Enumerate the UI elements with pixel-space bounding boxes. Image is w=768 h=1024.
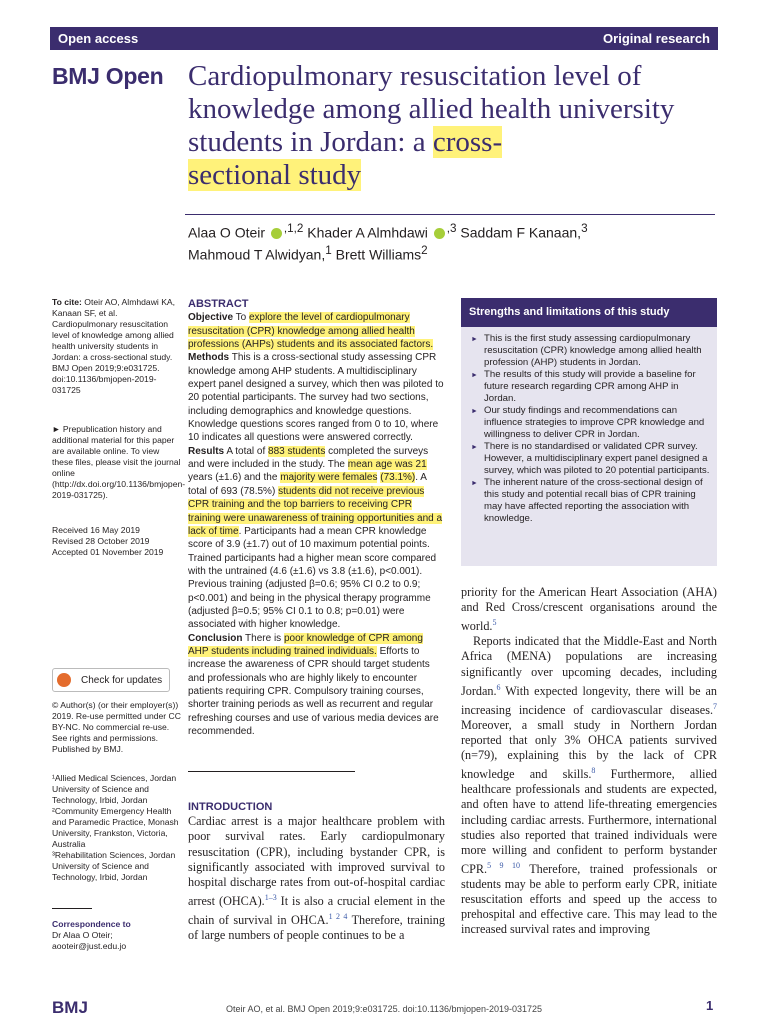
abstract-divider bbox=[188, 771, 355, 772]
body-paragraph: priority for the American Heart Association (AHA) and Red Cross/crescent organisations around the world. bbox=[461, 585, 717, 634]
orcid-icon[interactable] bbox=[434, 228, 445, 239]
conclusion-label: Conclusion bbox=[188, 632, 243, 644]
conclusion-text: Efforts to increase the awareness of CPR should target students and professionals who are highly likely to encounter patients requiring CPR. Compulsory training courses, shorter training periods as well as recurrent and regular refreshing courses and use of various media devices are recommended. bbox=[188, 645, 439, 737]
author-5-aff: 2 bbox=[421, 243, 428, 257]
results-text: . Participants had a mean CPR knowledge score of 3.9 (±1.7) out of 10 maximum potential points. Trained participants had a higher mean score compared with the untrained (4.6 (±1.6) vs 3.8 (±1.6), p<0.001). Previous training (adjusted β=0.6; 95% CI 0.2 to 0.9; p<0.001) and being in the physical therapy programme (adjusted β=0.5; 95% CI 0.1 to 0.8; p=0.01) were associated with higher knowledge. bbox=[188, 525, 437, 631]
abstract-heading: ABSTRACT bbox=[188, 298, 249, 310]
check-updates-label: Check for updates bbox=[81, 674, 163, 686]
body-paragraph: Therefore, trained professionals or students may be able to perform early CPR, initiate resuscitation efforts and speed up the access to prehospital and effective care. This may lead to the increased survival rates and improving bbox=[461, 861, 718, 937]
reference-link[interactable]: 6 bbox=[496, 682, 501, 692]
author-2-aff: ,3 bbox=[446, 222, 457, 235]
strength-item: ► This is the first study assessing cardiopulmonary resuscitation (CPR) knowledge among allied health profession (AHP) students in Jordan. bbox=[471, 333, 711, 369]
cite-label: To cite: bbox=[52, 297, 82, 307]
results-highlight: 883 students bbox=[268, 445, 326, 457]
body-paragraph: Reports indicated that the Middle-East and North Africa (MENA) populations are increasing significantly over upcoming decades, including Jordan. bbox=[461, 634, 717, 698]
abstract bbox=[188, 298, 445, 738]
results-highlight: majority were females bbox=[280, 472, 378, 484]
objective-highlight: explore the level of cardiopulmonary resuscitation (CPR) knowledge among allied health professions (AHPs) students and its associated factors. bbox=[188, 312, 434, 351]
objective-text: To bbox=[233, 312, 249, 324]
article-title bbox=[188, 60, 713, 192]
correspondence bbox=[52, 919, 182, 952]
reference-link[interactable]: 5 9 10 bbox=[487, 860, 520, 870]
sidebar-divider bbox=[52, 908, 92, 909]
title-text: Cardiopulmonary resuscitation level of knowledge among allied health university students in Jordan: a bbox=[188, 60, 675, 158]
correspondence-email[interactable]: aooteir@just.edu.jo bbox=[52, 941, 127, 951]
reference-link[interactable]: 5 bbox=[492, 618, 497, 628]
page-number: 1 bbox=[706, 998, 714, 1013]
strength-item: ► The results of this study will provide a baseline for future research regarding CPR among AHP in Jordan. bbox=[471, 369, 711, 405]
accepted-date: Accepted 01 November 2019 bbox=[52, 547, 164, 557]
intro-text: It is also a crucial element in the chain of survival in OHCA. bbox=[188, 893, 445, 928]
results-text: years (±1.6) and the bbox=[188, 472, 281, 484]
results-text: A total of bbox=[224, 445, 269, 457]
copyright-note: © Author(s) (or their employer(s)) 2019. Re-use permitted under CC BY-NC. No commercial re-use. See rights and permissions. Published by BMJ. bbox=[52, 700, 181, 754]
revised-date: Revised 28 October 2019 bbox=[52, 536, 150, 546]
cite-text: Oteir AO, Almhdawi KA, Kanaan SF, et al. Cardiopulmonary resuscitation level of knowledge among allied health university students in Jordan: a cross-sectional study. BMJ Open 2019;9:e031725. doi:10.1136/bmjopen-2019-031725 bbox=[52, 297, 176, 395]
strength-item: ► Our study findings and recommendations can influence strategies to improve CPR knowledge and willingness to deliver CPR in Jordan. bbox=[471, 405, 711, 441]
body-paragraph: Furthermore, allied healthcare professionals and students are expected, and often have to attend life-threating emergencies including cardiac arrests. Furthermore, international studies also reported that trained individuals were more willing and confident to perform bystander CPR. bbox=[461, 767, 717, 876]
strengths-list bbox=[471, 333, 711, 525]
results-text: . A total of 693 (78.5%) bbox=[188, 472, 427, 497]
author-1-aff: ,1,2 bbox=[283, 222, 304, 235]
intro-text: Therefore, training of large numbers of people continues to be a bbox=[188, 913, 445, 943]
reference-link[interactable]: 1 2 4 bbox=[328, 911, 348, 921]
reference-link[interactable]: 8 bbox=[591, 766, 596, 776]
methods-text: This is a cross-sectional study assessing CPR knowledge among AHP students. A multidisciplinary expert panel designed a survey, which then was piloted to 20 potential participants. The survey had two sections, including demographics and knowledge questions. Knowledge questions scores ranged from 0 to 10, where 10 indicates all questions were answered correctly. bbox=[188, 352, 444, 444]
results-highlight: mean age was 21 bbox=[347, 459, 427, 471]
methods-label: Methods bbox=[188, 352, 230, 364]
results-text: completed the surveys and were included in the study. The bbox=[188, 445, 429, 471]
correspondence-name: Dr Alaa O Oteir; bbox=[52, 930, 113, 940]
conclusion-highlight: poor knowledge of CPR among AHP students including trained individuals. bbox=[188, 632, 423, 657]
bmj-logo: BMJ bbox=[52, 998, 88, 1017]
affiliation-1: ¹Allied Medical Sciences, Jordan University of Science and Technology, Irbid, Jordan bbox=[52, 773, 177, 805]
affiliation-2: ²Community Emergency Health and Paramedic Practice, Monash University, Frankston, Victoria, Australia bbox=[52, 806, 179, 849]
intro-text: Cardiac arrest is a major healthcare problem with poor survival rates. Early cardiopulmonary resuscitation (CPR), including bystander CPR, is significantly associated with improved survival to hospital discharge rates from out-of-hospital cardiac arrest (OHCA). bbox=[188, 814, 445, 908]
footer-citation: Oteir AO, et al. BMJ Open 2019;9:e031725. doi:10.1136/bmjopen-2019-031725 bbox=[225, 1004, 543, 1014]
strength-item: ► There is no standardised or validated CPR survey. However, a multidisciplinary expert panel designed a survey, which was piloted to 20 potential participants. bbox=[471, 441, 711, 477]
author-5: Brett Williams bbox=[331, 246, 422, 263]
received-date: Received 16 May 2019 bbox=[52, 525, 140, 535]
check-updates-button[interactable] bbox=[52, 668, 170, 692]
author-4-aff: 1 bbox=[325, 243, 332, 257]
body-paragraph: Moreover, a small study in Northern Jordan reported that only 3% OHCA patients survived (n=79), explaining this by the lack of CPR knowledge and skills. bbox=[461, 717, 717, 782]
article-type-label: Original research bbox=[603, 31, 710, 46]
results-label: Results bbox=[188, 445, 225, 457]
strength-item: ► The inherent nature of the cross-sectional design of this study and potential recall bias of CPR training may have affected reporting the association with knowledge. bbox=[471, 477, 711, 525]
reference-link[interactable]: 7 bbox=[713, 701, 717, 711]
author-4: Mahmoud T Alwidyan, bbox=[188, 246, 326, 263]
author-list bbox=[188, 220, 713, 263]
objective-label: Objective bbox=[188, 312, 234, 324]
journal-logo: BMJ Open bbox=[52, 63, 164, 89]
author-3-aff: 3 bbox=[581, 222, 588, 235]
results-highlight: (73.1%) bbox=[380, 472, 416, 484]
prepub-note[interactable]: ► Prepublication history and additional material for this paper are available online. To view these files, please visit the journal online (http://dx.doi.org/10.1136/bmjopen-2019-031725). bbox=[52, 424, 186, 500]
correspondence-label: Correspondence to bbox=[52, 919, 131, 929]
body-paragraph: With expected longevity, there will be an increasing incidence of cardiovascular diseases. bbox=[461, 683, 717, 717]
affiliation-3: ³Rehabilitation Sciences, Jordan University of Science and Technology, Irbid, Jordan bbox=[52, 850, 176, 882]
strengths-heading: Strengths and limitations of this study bbox=[461, 298, 717, 327]
top-banner bbox=[50, 27, 718, 50]
title-highlight-1: cross- bbox=[432, 126, 503, 158]
citation-block bbox=[52, 297, 182, 396]
orcid-icon[interactable] bbox=[271, 228, 282, 239]
title-divider bbox=[185, 214, 715, 215]
author-3: Saddam F Kanaan, bbox=[456, 224, 582, 241]
author-1: Alaa O Oteir bbox=[188, 224, 266, 241]
introduction-heading: INTRODUCTION bbox=[188, 801, 273, 813]
introduction-text bbox=[188, 814, 445, 943]
results-highlight: students did not receive previous CPR training and the top barriers to receiving CPR training were unawareness of training opportunities and a lack of time bbox=[188, 485, 443, 537]
introduction bbox=[188, 801, 445, 943]
conclusion-text: There is bbox=[242, 632, 284, 644]
body-text bbox=[461, 585, 717, 937]
open-access-label: Open access bbox=[58, 31, 139, 46]
author-2: Khader A Almhdawi bbox=[303, 224, 428, 241]
article-dates bbox=[52, 525, 182, 558]
crossmark-icon bbox=[57, 673, 71, 687]
reference-link[interactable]: 1–3 bbox=[264, 892, 277, 902]
title-highlight-2: sectional study bbox=[188, 159, 362, 191]
affiliations bbox=[52, 773, 182, 883]
